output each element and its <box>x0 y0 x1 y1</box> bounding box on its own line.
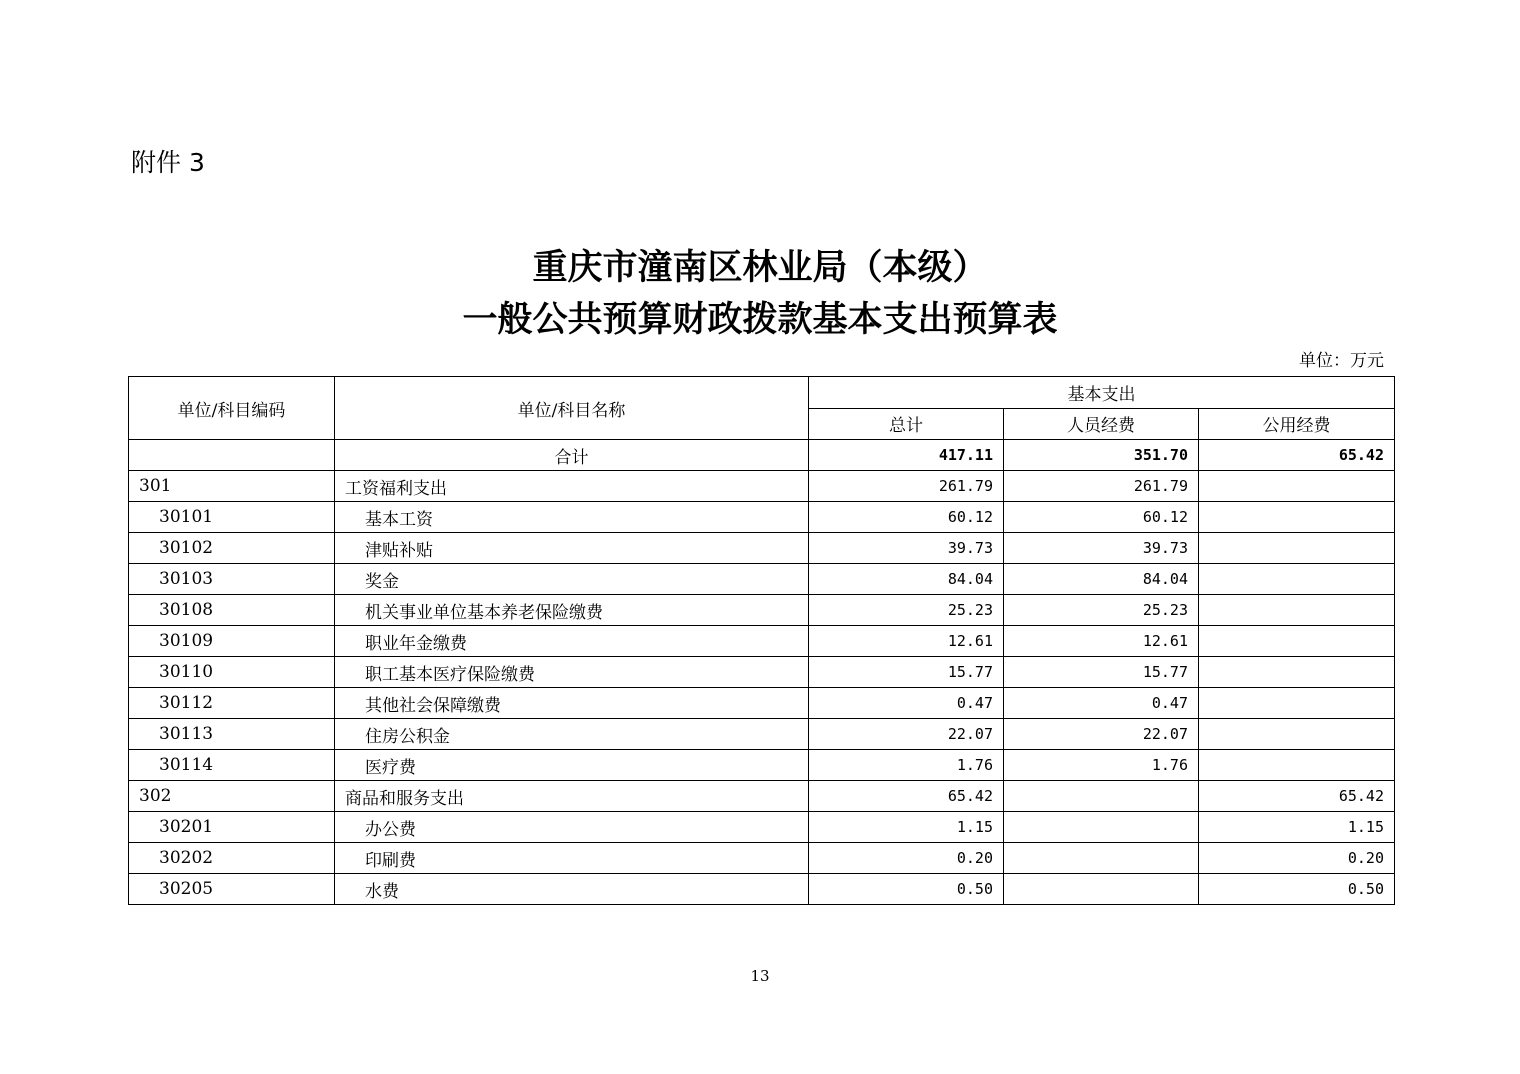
row-code: 301 <box>129 471 335 502</box>
row-code: 30103 <box>129 564 335 595</box>
row-public: 1.15 <box>1199 812 1395 843</box>
row-total: 22.07 <box>809 719 1004 750</box>
row-code: 30110 <box>129 657 335 688</box>
page-number: 13 <box>750 967 770 985</box>
row-total: 39.73 <box>809 533 1004 564</box>
row-total: 261.79 <box>809 471 1004 502</box>
row-public <box>1199 533 1395 564</box>
attachment-label: 附件 3 <box>131 148 205 177</box>
table-row <box>129 843 1395 874</box>
row-name: 医疗费 <box>335 750 809 781</box>
row-name: 职业年金缴费 <box>335 626 809 657</box>
row-total: 0.50 <box>809 874 1004 905</box>
row-public <box>1199 657 1395 688</box>
row-public <box>1199 471 1395 502</box>
row-public: 65.42 <box>1199 781 1395 812</box>
row-code: 30112 <box>129 688 335 719</box>
row-personnel: 60.12 <box>1004 502 1199 533</box>
row-code: 302 <box>129 781 335 812</box>
table-row <box>129 564 1395 595</box>
row-personnel: 12.61 <box>1004 626 1199 657</box>
row-public <box>1199 719 1395 750</box>
table-row <box>129 626 1395 657</box>
table-row <box>129 719 1395 750</box>
total-row-code <box>129 440 335 471</box>
row-total: 1.15 <box>809 812 1004 843</box>
table-row <box>129 781 1395 812</box>
header-row-1 <box>129 377 1395 409</box>
row-name: 职工基本医疗保险缴费 <box>335 657 809 688</box>
table-row <box>129 812 1395 843</box>
total-row-public: 65.42 <box>1199 440 1395 471</box>
document-title-line1: 重庆市潼南区林业局（本级） <box>532 248 988 288</box>
table-row <box>129 874 1395 905</box>
row-code: 30201 <box>129 812 335 843</box>
row-name: 办公费 <box>335 812 809 843</box>
row-personnel: 84.04 <box>1004 564 1199 595</box>
row-public <box>1199 750 1395 781</box>
row-personnel: 25.23 <box>1004 595 1199 626</box>
total-row-label: 合计 <box>335 440 809 471</box>
budget-table <box>128 376 1395 905</box>
row-code: 30108 <box>129 595 335 626</box>
row-code: 30114 <box>129 750 335 781</box>
row-code: 30205 <box>129 874 335 905</box>
header-basic-expenditure: 基本支出 <box>809 377 1395 409</box>
row-public: 0.50 <box>1199 874 1395 905</box>
header-personnel: 人员经费 <box>1004 408 1199 440</box>
row-total: 84.04 <box>809 564 1004 595</box>
row-code: 30113 <box>129 719 335 750</box>
header-total: 总计 <box>809 408 1004 440</box>
row-total: 12.61 <box>809 626 1004 657</box>
row-code: 30202 <box>129 843 335 874</box>
row-public: 0.20 <box>1199 843 1395 874</box>
row-code: 30109 <box>129 626 335 657</box>
row-name: 工资福利支出 <box>335 471 809 502</box>
row-personnel: 22.07 <box>1004 719 1199 750</box>
row-name: 水费 <box>335 874 809 905</box>
row-personnel: 39.73 <box>1004 533 1199 564</box>
document-title-line2: 一般公共预算财政拨款基本支出预算表 <box>462 300 1058 340</box>
row-name: 津贴补贴 <box>335 533 809 564</box>
total-row <box>129 440 1395 471</box>
row-name: 印刷费 <box>335 843 809 874</box>
table-row <box>129 750 1395 781</box>
row-total: 0.47 <box>809 688 1004 719</box>
table-row <box>129 502 1395 533</box>
row-personnel <box>1004 781 1199 812</box>
row-personnel: 15.77 <box>1004 657 1199 688</box>
row-personnel <box>1004 843 1199 874</box>
row-total: 65.42 <box>809 781 1004 812</box>
header-public: 公用经费 <box>1199 408 1395 440</box>
table-row <box>129 533 1395 564</box>
row-name: 基本工资 <box>335 502 809 533</box>
row-public <box>1199 626 1395 657</box>
row-public <box>1199 564 1395 595</box>
table-row <box>129 657 1395 688</box>
row-total: 25.23 <box>809 595 1004 626</box>
header-name: 单位/科目名称 <box>335 377 809 440</box>
row-total: 15.77 <box>809 657 1004 688</box>
row-personnel: 1.76 <box>1004 750 1199 781</box>
row-total: 0.20 <box>809 843 1004 874</box>
row-total: 1.76 <box>809 750 1004 781</box>
total-row-total: 417.11 <box>809 440 1004 471</box>
row-code: 30102 <box>129 533 335 564</box>
row-personnel: 261.79 <box>1004 471 1199 502</box>
row-name: 住房公积金 <box>335 719 809 750</box>
row-public <box>1199 688 1395 719</box>
row-personnel: 0.47 <box>1004 688 1199 719</box>
row-personnel <box>1004 812 1199 843</box>
row-total: 60.12 <box>809 502 1004 533</box>
row-code: 30101 <box>129 502 335 533</box>
row-name: 奖金 <box>335 564 809 595</box>
row-name: 商品和服务支出 <box>335 781 809 812</box>
row-name: 其他社会保障缴费 <box>335 688 809 719</box>
table-row <box>129 688 1395 719</box>
row-name: 机关事业单位基本养老保险缴费 <box>335 595 809 626</box>
row-public <box>1199 595 1395 626</box>
row-personnel <box>1004 874 1199 905</box>
header-code: 单位/科目编码 <box>129 377 335 440</box>
row-public <box>1199 502 1395 533</box>
unit-label: 单位：万元 <box>1299 351 1384 371</box>
table-row <box>129 595 1395 626</box>
table-row <box>129 471 1395 502</box>
total-row-personnel: 351.70 <box>1004 440 1199 471</box>
